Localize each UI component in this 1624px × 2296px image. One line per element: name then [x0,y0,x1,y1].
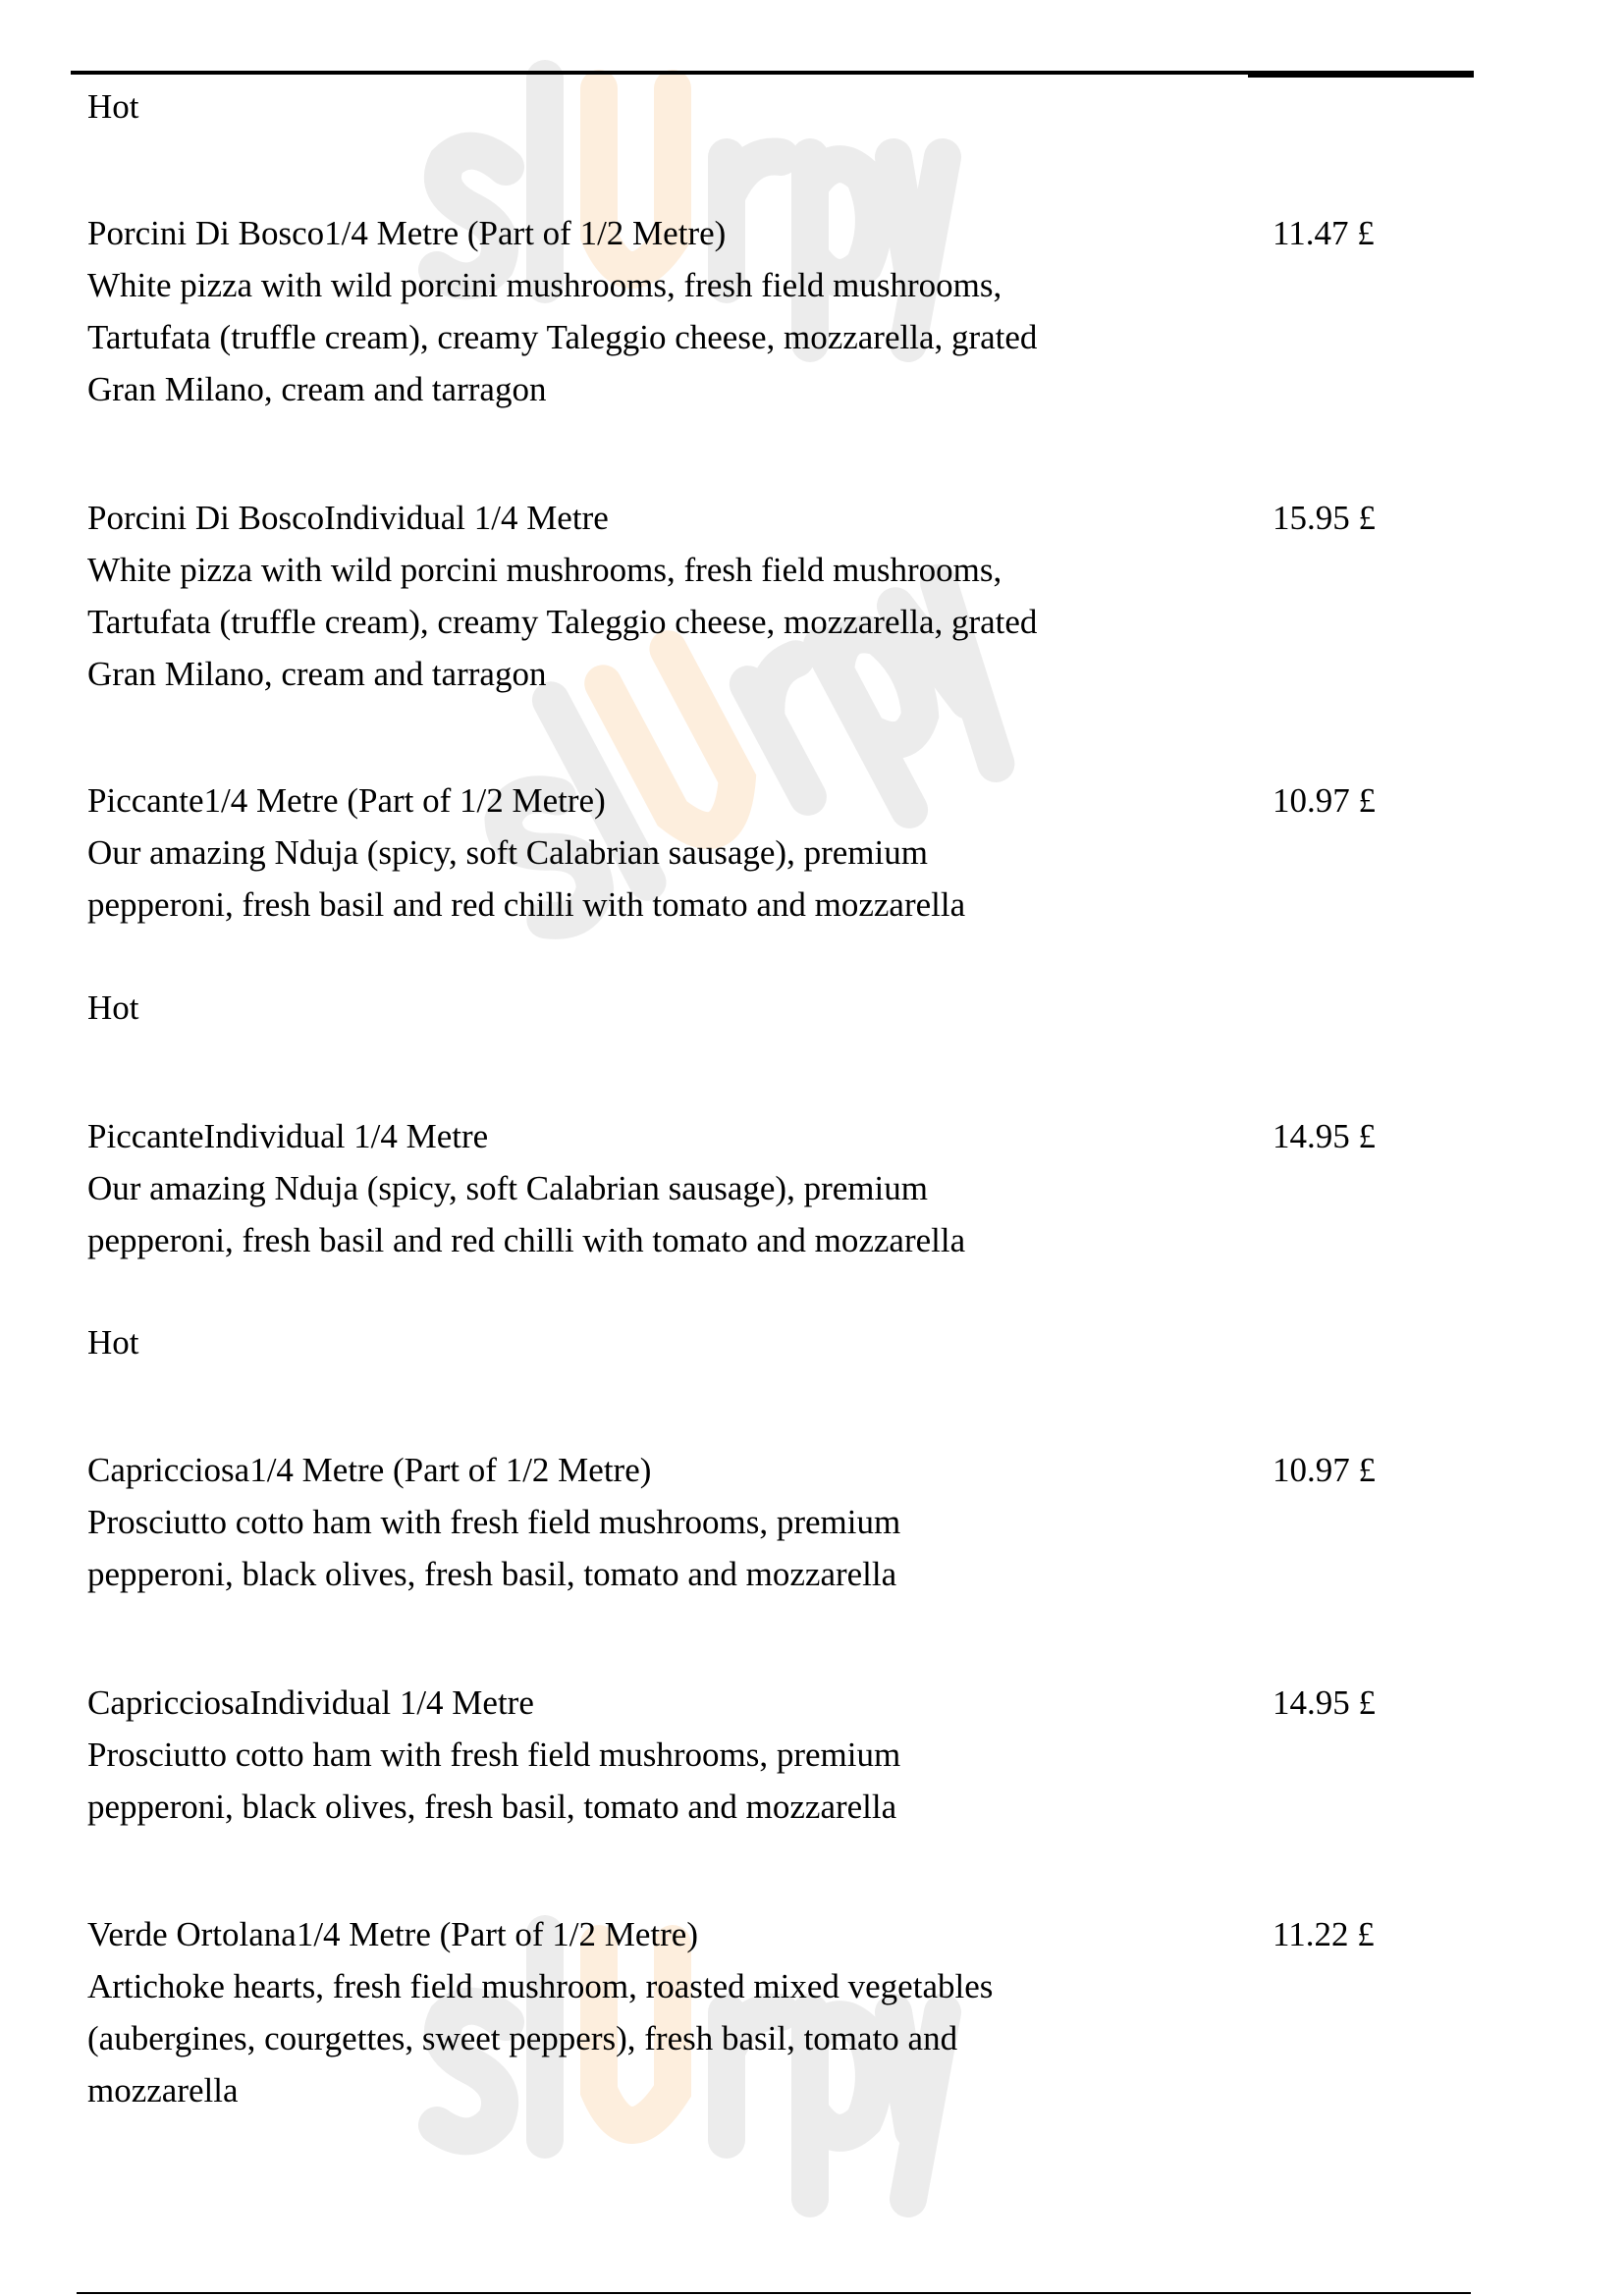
note-text: Hot [87,988,139,1027]
note-text: Hot [87,1323,139,1362]
item-title: CapricciosaIndividual 1/4 Metre [87,1683,534,1722]
spice-note [87,1316,139,1368]
item-price: 11.47 £ [1272,214,1375,252]
item-title: Piccante1/4 Metre (Part of 1/2 Metre) [87,781,606,820]
item-price: 10.97 £ [1272,781,1376,820]
menu-item [87,207,1256,415]
top-divider-price-column [1248,71,1474,78]
item-price: 15.95 £ [1272,499,1376,537]
item-price: 11.22 £ [1272,1915,1375,1953]
menu-item [87,1110,1256,1266]
menu-item [87,492,1256,700]
item-description: Artichoke hearts, fresh field mushroom, roasted mixed vegetables (aubergines, courgettes, sweet peppers), fresh basil, tomato and mozzarella [87,1967,994,2109]
item-description: White pizza with wild porcini mushrooms, fresh field mushrooms, Tartufata (truffle cream), creamy Taleggio cheese, mozzarella, grated Gran Milano, cream and tarragon [87,551,1038,693]
item-price: 14.95 £ [1272,1117,1376,1155]
menu-item [87,774,1256,931]
item-description: Our amazing Nduja (spicy, soft Calabrian sausage), premium pepperoni, fresh basil and red chilli with tomato and mozzarella [87,833,966,924]
item-description: Prosciutto cotto ham with fresh field mushrooms, premium pepperoni, black olives, fresh basil, tomato and mozzarella [87,1735,901,1826]
item-description: White pizza with wild porcini mushrooms, fresh field mushrooms, Tartufata (truffle cream), creamy Taleggio cheese, mozzarella, grated Gran Milano, cream and tarragon [87,266,1038,408]
item-description: Prosciutto cotto ham with fresh field mushrooms, premium pepperoni, black olives, fresh basil, tomato and mozzarella [87,1503,901,1593]
item-description: Our amazing Nduja (spicy, soft Calabrian sausage), premium pepperoni, fresh basil and red chilli with tomato and mozzarella [87,1169,966,1259]
item-title: Porcini Di BoscoIndividual 1/4 Metre [87,499,609,537]
spice-note [87,982,139,1034]
item-title: Capricciosa1/4 Metre (Part of 1/2 Metre) [87,1451,652,1489]
item-price: 10.97 £ [1272,1451,1376,1489]
menu-item [87,1908,1256,2116]
menu-item [87,1444,1256,1600]
note-text: Hot [87,87,139,126]
item-title: Porcini Di Bosco1/4 Metre (Part of 1/2 Metre) [87,214,727,252]
bottom-divider [77,2292,1471,2294]
item-title: Verde Ortolana1/4 Metre (Part of 1/2 Metre) [87,1915,699,1953]
item-price: 14.95 £ [1272,1683,1376,1722]
menu-item [87,1677,1256,1833]
spice-note [87,80,139,133]
item-title: PiccanteIndividual 1/4 Metre [87,1117,489,1155]
